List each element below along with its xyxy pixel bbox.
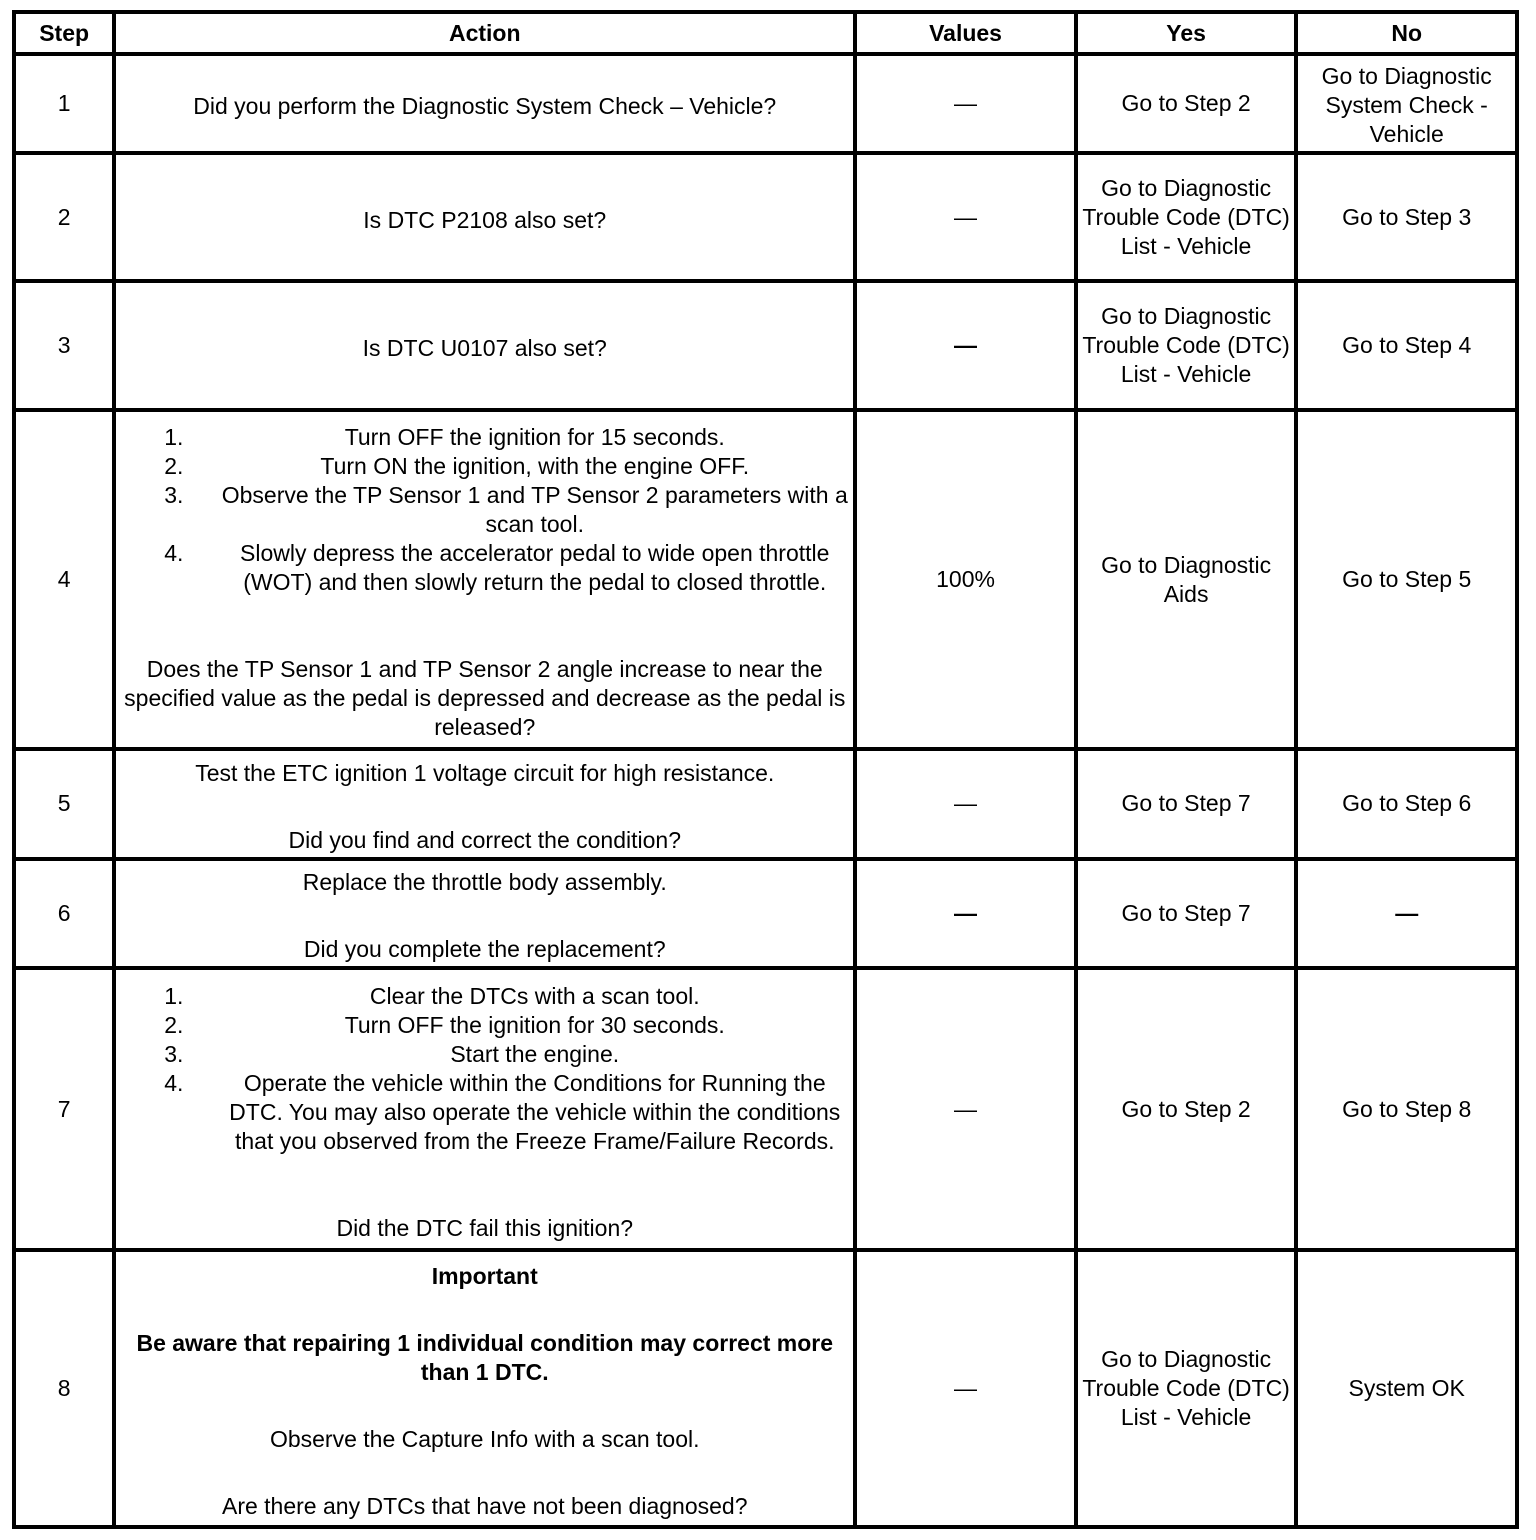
no-text: — (1395, 899, 1419, 926)
list-item (164, 423, 853, 452)
table-row-step-8 (14, 1250, 1517, 1527)
action-cell (114, 281, 855, 409)
value-text: — (954, 1375, 978, 1402)
value-text: 100% (936, 566, 995, 593)
spacer (116, 1387, 853, 1425)
yes-cell (1076, 281, 1297, 409)
action-question: Did you find and correct the condition? (288, 826, 682, 853)
action-cell (114, 749, 855, 858)
action-question: Did you complete the replacement? (303, 936, 666, 963)
list-item-number: 1. (164, 424, 184, 451)
step-number: 7 (14, 968, 114, 1251)
list-item-number: 3. (164, 482, 184, 509)
step-number: 8 (14, 1250, 114, 1527)
value-cell (855, 54, 1076, 153)
header-values: Values (855, 12, 1076, 54)
action-question: Did the DTC fail this ignition? (336, 1214, 634, 1241)
no-cell (1296, 1250, 1517, 1527)
yes-text: Go to Step 2 (1121, 1095, 1251, 1122)
header-no: No (1296, 12, 1517, 54)
yes-text: Go to Diagnostic Trouble Code (DTC) List - Vehicle (1082, 303, 1290, 388)
action-text: Is DTC U0107 also set? (362, 335, 607, 362)
list-item-number: 3. (164, 1040, 184, 1067)
step-number: 1 (14, 54, 114, 153)
list-item (164, 1069, 853, 1156)
action-text: Is DTC P2108 also set? (363, 206, 607, 233)
value-text: — (954, 203, 978, 230)
action-cell (114, 410, 855, 750)
yes-cell (1076, 153, 1297, 281)
value-cell (855, 410, 1076, 750)
list-item-text: Turn OFF the ignition for 15 seconds. (344, 424, 725, 451)
no-text: Go to Diagnostic System Check - Vehicle (1321, 63, 1492, 147)
yes-text: Go to Diagnostic Aids (1101, 551, 1272, 607)
procedure-list (116, 982, 853, 1156)
yes-text: Go to Step 2 (1121, 90, 1251, 117)
no-cell (1296, 968, 1517, 1251)
yes-cell (1076, 749, 1297, 858)
list-item-text: Clear the DTCs with a scan tool. (369, 982, 700, 1009)
list-item-number: 4. (164, 540, 184, 567)
yes-text: Go to Step 7 (1121, 790, 1251, 817)
spacer (116, 1454, 853, 1492)
step-number: 3 (14, 281, 114, 409)
yes-text: Go to Diagnostic Trouble Code (DTC) List - Vehicle (1082, 174, 1290, 259)
no-text: System OK (1348, 1375, 1465, 1402)
list-item-text: Turn OFF the ignition for 30 seconds. (344, 1011, 725, 1038)
action-text: Test the ETC ignition 1 voltage circuit for high resistance. (195, 759, 775, 786)
value-cell (855, 281, 1076, 409)
action-cell (114, 54, 855, 153)
no-cell (1296, 281, 1517, 409)
list-item-number: 2. (164, 1011, 184, 1038)
header-action: Action (114, 12, 855, 54)
list-item (164, 982, 853, 1011)
action-text: Did you perform the Diagnostic System Check – Vehicle? (193, 93, 777, 120)
yes-cell (1076, 968, 1297, 1251)
yes-text: Go to Step 7 (1121, 899, 1251, 926)
no-cell (1296, 749, 1517, 858)
list-item-text: Turn ON the ignition, with the engine OFF. (320, 453, 750, 480)
value-text: — (954, 1095, 978, 1122)
table-row-step-7 (14, 968, 1517, 1251)
value-cell (855, 859, 1076, 968)
action-cell (114, 859, 855, 968)
list-item-text: Slowly depress the accelerator pedal to wide open throttle (WOT) and then slowly return the pedal to closed throttle. (240, 540, 830, 596)
list-item-text: Observe the TP Sensor 1 and TP Sensor 2 parameters with a scan tool. (221, 482, 848, 538)
action-text: Observe the Capture Info with a scan tool. (269, 1426, 700, 1453)
list-item-text: Start the engine. (450, 1040, 620, 1067)
spacer (116, 597, 853, 655)
table-row-step-4 (14, 410, 1517, 750)
value-cell (855, 153, 1076, 281)
spacer (116, 897, 853, 935)
yes-cell (1076, 54, 1297, 153)
action-cell (114, 153, 855, 281)
value-text: — (954, 332, 978, 359)
yes-cell (1076, 859, 1297, 968)
no-text: Go to Step 6 (1342, 790, 1472, 817)
value-cell (855, 749, 1076, 858)
action-cell (114, 968, 855, 1251)
procedure-list (116, 423, 853, 597)
table-row-step-6 (14, 859, 1517, 968)
list-item (164, 452, 853, 481)
no-cell (1296, 153, 1517, 281)
action-question: Are there any DTCs that have not been diagnosed? (221, 1493, 748, 1520)
no-cell (1296, 410, 1517, 750)
list-item-number: 2. (164, 453, 184, 480)
spacer (116, 1156, 853, 1214)
value-text: — (954, 90, 978, 117)
important-warning: Be aware that repairing 1 individual condition may correct more than 1 DTC. (136, 1330, 834, 1386)
spacer (116, 788, 853, 826)
table-row-step-5 (14, 749, 1517, 858)
yes-text: Go to Diagnostic Trouble Code (DTC) List - Vehicle (1082, 1346, 1290, 1431)
list-item (164, 481, 853, 539)
header-yes: Yes (1076, 12, 1297, 54)
no-text: Go to Step 3 (1342, 203, 1472, 230)
value-cell (855, 968, 1076, 1251)
table-row-step-2 (14, 153, 1517, 281)
important-label: Important (431, 1263, 538, 1290)
step-number: 2 (14, 153, 114, 281)
no-text: Go to Step 5 (1342, 566, 1472, 593)
list-item-number: 4. (164, 1069, 184, 1096)
no-cell (1296, 859, 1517, 968)
header-row (14, 12, 1517, 54)
header-step: Step (14, 12, 114, 54)
list-item (164, 1011, 853, 1040)
action-cell (114, 1250, 855, 1527)
yes-cell (1076, 1250, 1297, 1527)
action-question: Does the TP Sensor 1 and TP Sensor 2 angle increase to near the specified value as the pedal is depressed and decrease as the pedal is released? (124, 656, 846, 741)
spacer (116, 1291, 853, 1329)
no-text: Go to Step 8 (1342, 1095, 1472, 1122)
step-number: 6 (14, 859, 114, 968)
value-text: — (954, 899, 978, 926)
list-item (164, 539, 853, 597)
value-text: — (954, 790, 978, 817)
diagnostic-table (12, 10, 1519, 1529)
action-text: Replace the throttle body assembly. (302, 869, 667, 896)
list-item-text: Operate the vehicle within the Conditions for Running the DTC. You may also operate the vehicle within the conditions that you observed from the Freeze Frame/Failure Records. (229, 1069, 841, 1154)
list-item-number: 1. (164, 982, 184, 1009)
value-cell (855, 1250, 1076, 1527)
table-row-step-3 (14, 281, 1517, 409)
step-number: 4 (14, 410, 114, 750)
no-cell (1296, 54, 1517, 153)
no-text: Go to Step 4 (1342, 332, 1472, 359)
table-row-step-1 (14, 54, 1517, 153)
list-item (164, 1040, 853, 1069)
yes-cell (1076, 410, 1297, 750)
step-number: 5 (14, 749, 114, 858)
